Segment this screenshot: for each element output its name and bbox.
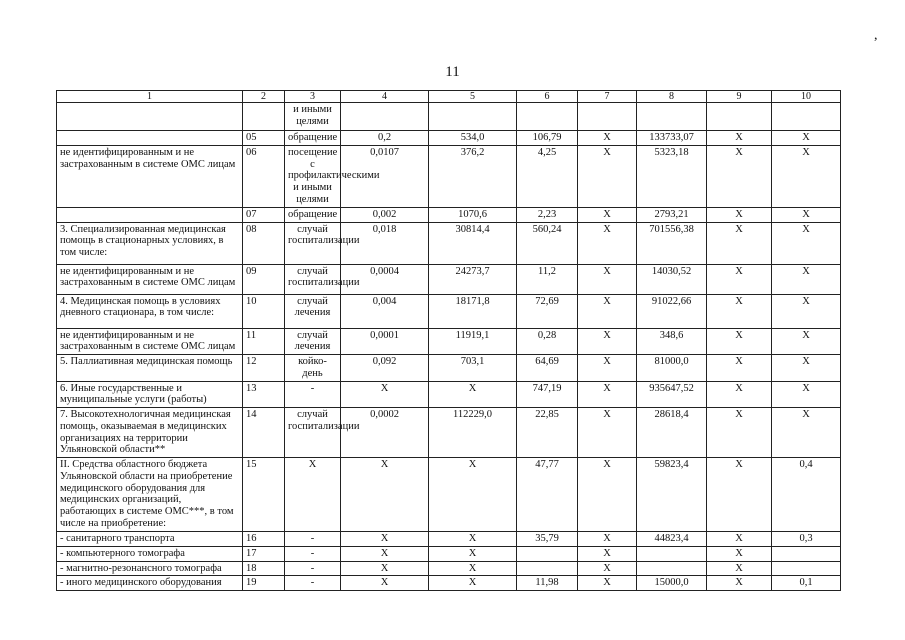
- cell-value: [637, 561, 707, 576]
- unit-of-measure: случай госпитализации: [285, 222, 341, 264]
- cell-value: 18171,8: [429, 294, 517, 328]
- cell-value: Х: [578, 222, 637, 264]
- row-code: 10: [243, 294, 285, 328]
- cell-value: 11,2: [517, 264, 578, 294]
- unit-of-measure: -: [285, 381, 341, 408]
- cell-value: 0,1: [772, 576, 841, 591]
- cell-value: 28618,4: [637, 408, 707, 458]
- cell-value: Х: [772, 294, 841, 328]
- cell-value: 91022,66: [637, 294, 707, 328]
- cell-value: 30814,4: [429, 222, 517, 264]
- unit-of-measure: обращение: [285, 207, 341, 222]
- row-code: 06: [243, 145, 285, 207]
- cell-value: Х: [772, 207, 841, 222]
- cell-value: 59823,4: [637, 458, 707, 532]
- corner-mark: ,: [874, 28, 878, 43]
- cell-value: 72,69: [517, 294, 578, 328]
- cell-value: Х: [707, 408, 772, 458]
- row-code: 18: [243, 561, 285, 576]
- cell-value: 935647,52: [637, 381, 707, 408]
- column-header: 2: [243, 91, 285, 103]
- cell-value: Х: [429, 532, 517, 547]
- cell-value: Х: [578, 328, 637, 355]
- cell-value: Х: [578, 355, 637, 382]
- unit-of-measure: случай лечения: [285, 328, 341, 355]
- cell-value: Х: [341, 458, 429, 532]
- column-header: 8: [637, 91, 707, 103]
- table-row: [57, 355, 841, 382]
- cell-value: [772, 561, 841, 576]
- cell-value: Х: [707, 294, 772, 328]
- cell-value: Х: [578, 532, 637, 547]
- table-row: [57, 532, 841, 547]
- cell-value: Х: [578, 264, 637, 294]
- row-label: II. Средства областного бюджета Ульяновской области на приобретение медицинского оборудования для медицинских организаций, работающих в системе ОМС***, в том числе на приобретение:: [57, 458, 243, 532]
- cell-value: Х: [341, 381, 429, 408]
- cell-value: 0,018: [341, 222, 429, 264]
- row-label: 6. Иные государственные и муниципальные услуги (работы): [57, 381, 243, 408]
- unit-of-measure: случай лечения: [285, 294, 341, 328]
- table-row: [57, 145, 841, 207]
- row-label: - санитарного транспорта: [57, 532, 243, 547]
- table-row: [57, 381, 841, 408]
- cell-value: 747,19: [517, 381, 578, 408]
- unit-of-measure: Х: [285, 458, 341, 532]
- cell-value: Х: [578, 576, 637, 591]
- unit-of-measure: -: [285, 532, 341, 547]
- cell-value: Х: [341, 576, 429, 591]
- cell-value: Х: [707, 222, 772, 264]
- cell-value: 2,23: [517, 207, 578, 222]
- cell-value: 703,1: [429, 355, 517, 382]
- cell-value: Х: [578, 458, 637, 532]
- cell-value: 35,79: [517, 532, 578, 547]
- row-label: не идентифицированным и не застрахованным в системе ОМС лицам: [57, 264, 243, 294]
- table-row: [57, 103, 841, 131]
- row-code: 12: [243, 355, 285, 382]
- cell-value: [341, 103, 429, 131]
- unit-of-measure: обращение: [285, 131, 341, 146]
- row-label: 7. Высокотехнологичная медицинская помощь, оказываемая в медицинских организациях на территории Ульяновской области**: [57, 408, 243, 458]
- row-code: 08: [243, 222, 285, 264]
- column-number-row: [57, 91, 841, 103]
- cell-value: 534,0: [429, 131, 517, 146]
- column-header: 6: [517, 91, 578, 103]
- cell-value: Х: [429, 576, 517, 591]
- cell-value: 376,2: [429, 145, 517, 207]
- cell-value: Х: [578, 546, 637, 561]
- cell-value: Х: [578, 207, 637, 222]
- cell-value: Х: [707, 532, 772, 547]
- unit-of-measure: -: [285, 576, 341, 591]
- cell-value: Х: [341, 532, 429, 547]
- cell-value: Х: [707, 546, 772, 561]
- cell-value: 0,4: [772, 458, 841, 532]
- cell-value: Х: [707, 131, 772, 146]
- row-code: 05: [243, 131, 285, 146]
- unit-of-measure: посещение с профилактическими и иными целями: [285, 145, 341, 207]
- row-label: не идентифицированным и не застрахованным в системе ОМС лицам: [57, 328, 243, 355]
- cell-value: 0,002: [341, 207, 429, 222]
- row-label: - магнитно-резонансного томографа: [57, 561, 243, 576]
- cell-value: 0,2: [341, 131, 429, 146]
- cell-value: Х: [707, 561, 772, 576]
- cell-value: Х: [707, 145, 772, 207]
- column-header: 9: [707, 91, 772, 103]
- table-row: [57, 222, 841, 264]
- table-row: [57, 561, 841, 576]
- cell-value: 14030,52: [637, 264, 707, 294]
- cell-value: 64,69: [517, 355, 578, 382]
- row-code: 13: [243, 381, 285, 408]
- row-label: - компьютерного томографа: [57, 546, 243, 561]
- row-label: 5. Паллиативная медицинская помощь: [57, 355, 243, 382]
- row-code: 16: [243, 532, 285, 547]
- cell-value: Х: [578, 381, 637, 408]
- row-code: [243, 103, 285, 131]
- table-row: [57, 207, 841, 222]
- cell-value: 11919,1: [429, 328, 517, 355]
- unit-of-measure: случай госпитализации: [285, 264, 341, 294]
- column-header: 10: [772, 91, 841, 103]
- cell-value: [517, 103, 578, 131]
- cell-value: 112229,0: [429, 408, 517, 458]
- cell-value: [707, 103, 772, 131]
- cell-value: Х: [578, 408, 637, 458]
- column-header: 4: [341, 91, 429, 103]
- cell-value: Х: [772, 328, 841, 355]
- cell-value: 5323,18: [637, 145, 707, 207]
- row-label: [57, 131, 243, 146]
- cell-value: Х: [578, 145, 637, 207]
- unit-of-measure: -: [285, 561, 341, 576]
- unit-of-measure: -: [285, 546, 341, 561]
- cell-value: [429, 103, 517, 131]
- cell-value: 106,79: [517, 131, 578, 146]
- row-code: 07: [243, 207, 285, 222]
- row-code: 09: [243, 264, 285, 294]
- cell-value: 44823,4: [637, 532, 707, 547]
- cell-value: 0,0001: [341, 328, 429, 355]
- cell-value: 133733,07: [637, 131, 707, 146]
- cell-value: [578, 103, 637, 131]
- cell-value: Х: [772, 131, 841, 146]
- cell-value: 0,0107: [341, 145, 429, 207]
- cell-value: 24273,7: [429, 264, 517, 294]
- cell-value: [772, 546, 841, 561]
- cell-value: 0,092: [341, 355, 429, 382]
- row-label: 4. Медицинская помощь в условиях дневного стационара, в том числе:: [57, 294, 243, 328]
- cell-value: Х: [707, 328, 772, 355]
- column-header: 7: [578, 91, 637, 103]
- page-number: 11: [445, 64, 460, 80]
- cell-value: 4,25: [517, 145, 578, 207]
- row-code: 15: [243, 458, 285, 532]
- row-label: 3. Специализированная медицинская помощь в стационарных условиях, в том числе:: [57, 222, 243, 264]
- cell-value: 47,77: [517, 458, 578, 532]
- cell-value: [772, 103, 841, 131]
- cell-value: Х: [429, 458, 517, 532]
- row-label: не идентифицированным и не застрахованным в системе ОМС лицам: [57, 145, 243, 207]
- cell-value: Х: [578, 131, 637, 146]
- cell-value: 0,0004: [341, 264, 429, 294]
- cell-value: 11,98: [517, 576, 578, 591]
- table-row: [57, 294, 841, 328]
- unit-of-measure: койко-день: [285, 355, 341, 382]
- cell-value: Х: [341, 561, 429, 576]
- unit-of-measure: и иными целями: [285, 103, 341, 131]
- row-code: 19: [243, 576, 285, 591]
- column-header: 3: [285, 91, 341, 103]
- cell-value: Х: [429, 381, 517, 408]
- cell-value: Х: [707, 207, 772, 222]
- cell-value: [517, 561, 578, 576]
- cell-value: Х: [429, 561, 517, 576]
- cell-value: 0,0002: [341, 408, 429, 458]
- unit-of-measure: случай госпитализации: [285, 408, 341, 458]
- cell-value: Х: [772, 222, 841, 264]
- cell-value: Х: [707, 264, 772, 294]
- cell-value: [517, 546, 578, 561]
- data-table: [56, 90, 841, 591]
- cell-value: Х: [772, 264, 841, 294]
- cell-value: Х: [772, 145, 841, 207]
- cell-value: Х: [429, 546, 517, 561]
- row-code: 14: [243, 408, 285, 458]
- cell-value: Х: [772, 381, 841, 408]
- table-row: [57, 408, 841, 458]
- cell-value: [637, 546, 707, 561]
- cell-value: Х: [341, 546, 429, 561]
- cell-value: Х: [772, 355, 841, 382]
- cell-value: 1070,6: [429, 207, 517, 222]
- row-code: 11: [243, 328, 285, 355]
- row-label: [57, 103, 243, 131]
- table-row: [57, 576, 841, 591]
- cell-value: Х: [578, 561, 637, 576]
- table-row: [57, 458, 841, 532]
- column-header: 5: [429, 91, 517, 103]
- cell-value: 0,004: [341, 294, 429, 328]
- cell-value: Х: [707, 355, 772, 382]
- cell-value: Х: [772, 408, 841, 458]
- cell-value: Х: [707, 381, 772, 408]
- cell-value: Х: [707, 576, 772, 591]
- cell-value: [637, 103, 707, 131]
- cell-value: 22,85: [517, 408, 578, 458]
- table-row: [57, 328, 841, 355]
- cell-value: 15000,0: [637, 576, 707, 591]
- row-code: 17: [243, 546, 285, 561]
- row-label: [57, 207, 243, 222]
- cell-value: 348,6: [637, 328, 707, 355]
- cell-value: 2793,21: [637, 207, 707, 222]
- cell-value: 81000,0: [637, 355, 707, 382]
- cell-value: Х: [578, 294, 637, 328]
- cell-value: 0,28: [517, 328, 578, 355]
- table-row: [57, 264, 841, 294]
- row-label: - иного медицинского оборудования: [57, 576, 243, 591]
- cell-value: Х: [707, 458, 772, 532]
- cell-value: 701556,38: [637, 222, 707, 264]
- table-row: [57, 131, 841, 146]
- table-row: [57, 546, 841, 561]
- cell-value: 560,24: [517, 222, 578, 264]
- cell-value: 0,3: [772, 532, 841, 547]
- column-header: 1: [57, 91, 243, 103]
